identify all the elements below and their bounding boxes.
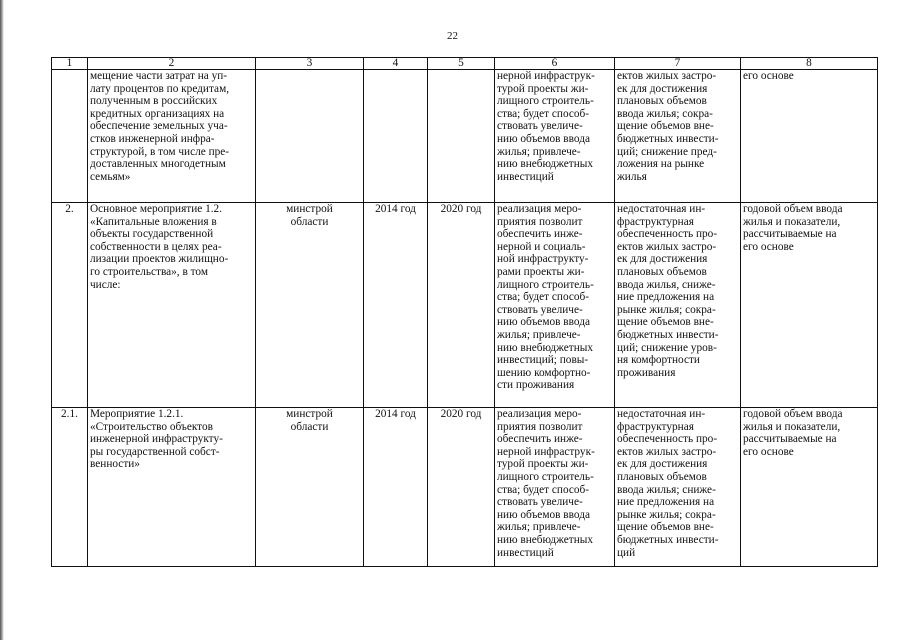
expected-result: реализация меро- приятия позволит обеспечить инже- нерной инфраструк- турой проекты жи- лищного строитель- ства; будет способ- ствовать увеличе- нию объемов ввода жилья; привлече- нию внебюджетных инвестиций <box>495 408 615 567</box>
row-number: 2.1. <box>52 408 88 567</box>
table-row <box>52 203 878 408</box>
end-year <box>428 70 495 203</box>
related-indicators: его основе <box>741 70 878 203</box>
non-implementation-consequences: недостаточная ин- фраструктурная обеспеченность про- ектов жилых застро- ек для достижения плановых объемов ввода жилья, сниже- ние предложения на рынке жилья; сокра- щение объемов вне- бюджетных инвести- ций; снижение уров- ня комфортности проживания <box>615 203 741 408</box>
start-year: 2014 год <box>364 408 428 567</box>
executor <box>256 70 364 203</box>
header-col-3: 3 <box>256 58 364 70</box>
executor: минстрой области <box>256 408 364 567</box>
end-year: 2020 год <box>428 203 495 408</box>
related-indicators: годовой объем ввода жилья и показатели, рассчитываемые на его основе <box>741 408 878 567</box>
activity-name: Основное мероприятие 1.2. «Капитальные вложения в объекты государственной собственности в целях реа- лизации проектов жилищно- го строительства», в том числе: <box>88 203 256 408</box>
end-year: 2020 год <box>428 408 495 567</box>
column-number-header-row <box>52 58 878 70</box>
start-year: 2014 год <box>364 203 428 408</box>
header-col-6: 6 <box>495 58 615 70</box>
header-col-7: 7 <box>615 58 741 70</box>
table-row <box>52 70 878 203</box>
non-implementation-consequences: ектов жилых застро- ек для достижения плановых объемов ввода жилья; сокра- щение объемов вне- бюджетных инвести- ций; снижение пред- ложения на рынке жилья <box>615 70 741 203</box>
expected-result: нерной инфраструк- турой проекты жи- лищного строитель- ства; будет способ- ствовать увеличе- нию объемов ввода жилья; привлече- нию внебюджетных инвестиций <box>495 70 615 203</box>
header-col-8: 8 <box>741 58 878 70</box>
related-indicators: годовой объем ввода жилья и показатели, рассчитываемые на его основе <box>741 203 878 408</box>
program-activities-table <box>51 57 878 567</box>
header-col-2: 2 <box>88 58 256 70</box>
header-col-5: 5 <box>428 58 495 70</box>
start-year <box>364 70 428 203</box>
executor: минстрой области <box>256 203 364 408</box>
row-number: 2. <box>52 203 88 408</box>
page-number: 22 <box>447 30 458 42</box>
row-number <box>52 70 88 203</box>
activity-name: мещение части затрат на уп- лату процентов по кредитам, полученным в российских кредитных организациях на обеспечение земельных уча- стков инженерной инфра- структурой, в том числе пре- доставленных многодетным семьям» <box>88 70 256 203</box>
expected-result: реализация меро- приятия позволит обеспечить инже- нерной и социаль- ной инфраструкту- рами проекты жи- лищного строитель- ства; будет способ- ствовать увеличе- нию объемов ввода жилья; привлече- нию внебюджетных инвестиций; повы- шению комфортно- сти проживания <box>495 203 615 408</box>
header-col-1: 1 <box>52 58 88 70</box>
table-row <box>52 408 878 567</box>
activity-name: Мероприятие 1.2.1. «Строительство объектов инженерной инфраструкту- ры государственной собст- венности» <box>88 408 256 567</box>
header-col-4: 4 <box>364 58 428 70</box>
scan-edge-shadow <box>0 0 4 640</box>
non-implementation-consequences: недостаточная ин- фраструктурная обеспеченность про- ектов жилых застро- ек для достижения плановых объемов ввода жилья; сниже- ние предложения на рынке жилья; сокра- щение объемов вне- бюджетных инвести- ций <box>615 408 741 567</box>
